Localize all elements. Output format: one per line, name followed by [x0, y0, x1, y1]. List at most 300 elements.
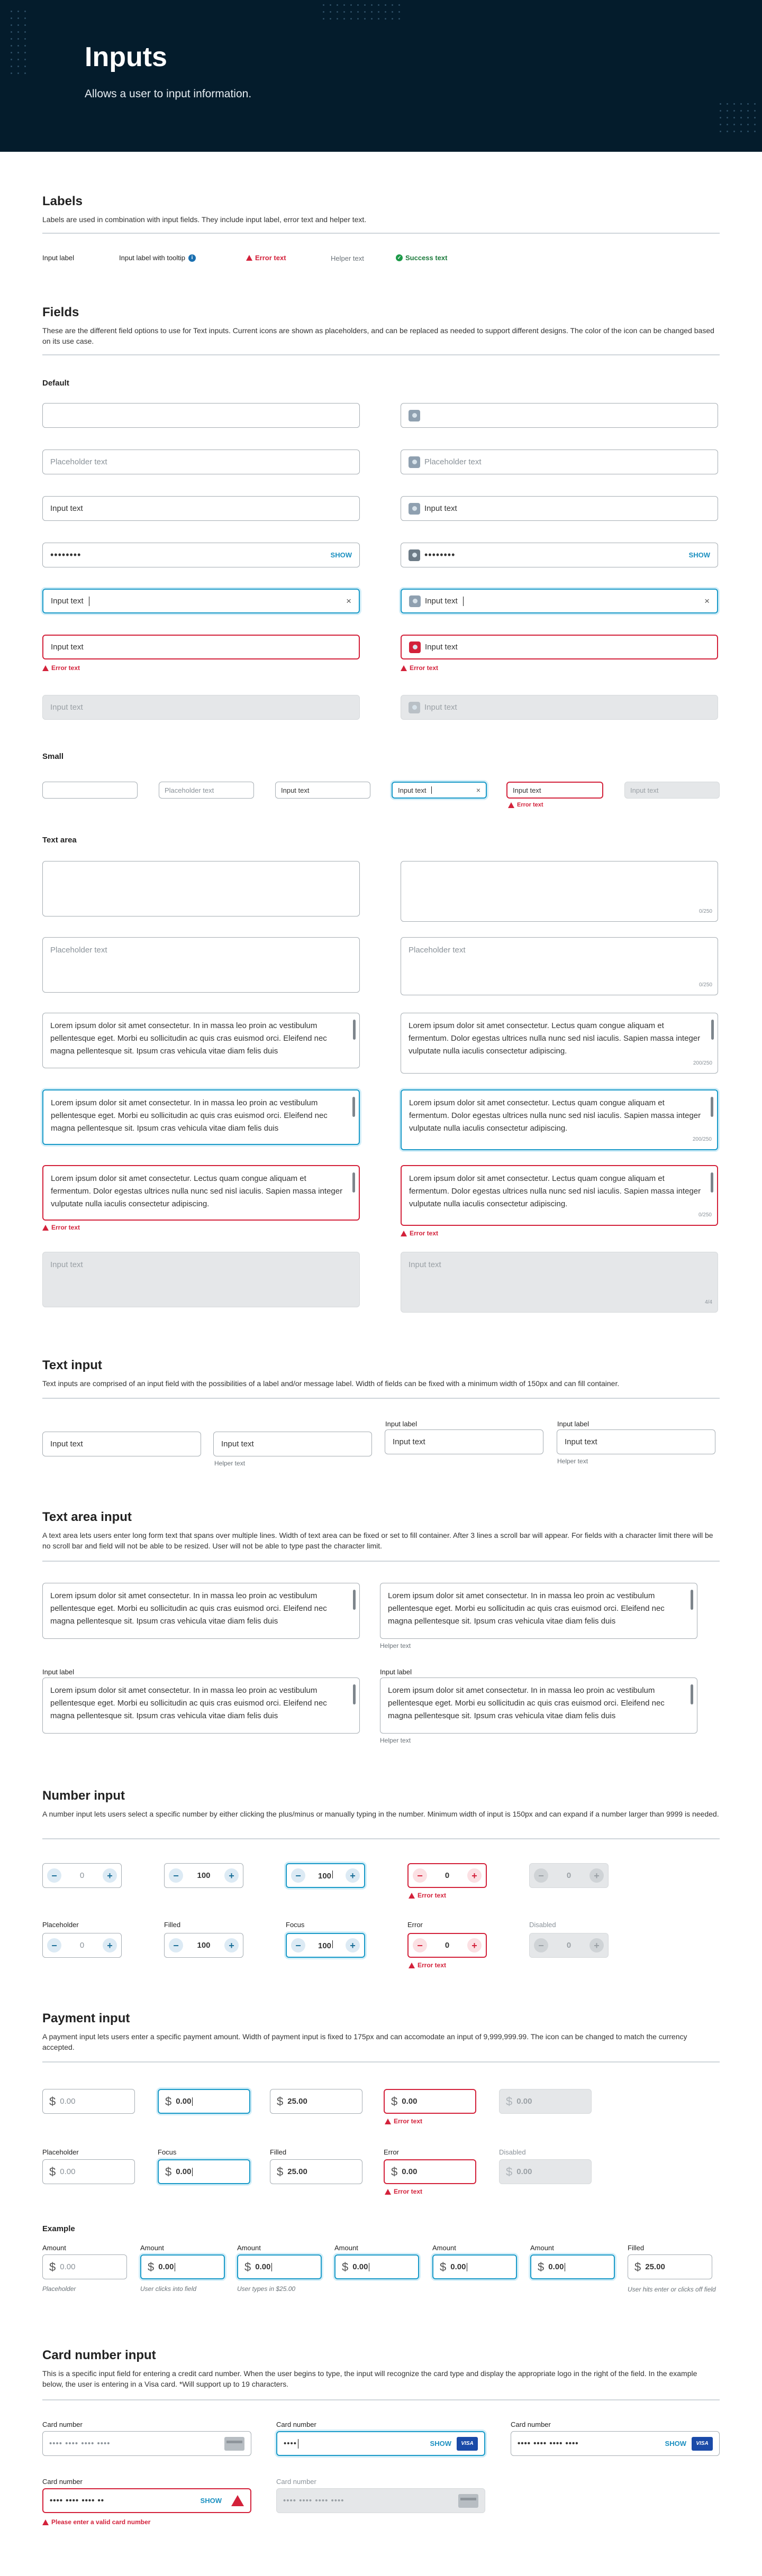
textarea-filled[interactable] [42, 1013, 360, 1068]
field-value: Input text [50, 504, 83, 513]
number-input-filled[interactable] [164, 1933, 243, 1958]
textarea-counter-placeholder[interactable] [401, 937, 718, 995]
text-field-icon-focus[interactable] [401, 589, 718, 613]
character-count: 0/250 [698, 909, 712, 914]
field-value: Lorem ipsum dolor sit amet consectetur. In in massa leo proin ac vestibulum pellentesque eget. Morbi eu sollicitudin ac quis cras euismod orci. Eleifend nec magna pellentesque sit. Ipsum cras vehicula vitae diam felis duis [388, 1686, 665, 1720]
number-input-error[interactable] [407, 1863, 487, 1888]
input-label: Card number [42, 2478, 83, 2486]
card-value: •••• •••• •••• •••• [518, 2439, 579, 2448]
error-label: Please enter a valid card number [51, 2518, 151, 2526]
input-label: Input label [385, 1420, 417, 1428]
character-count: 0/250 [698, 982, 712, 988]
textarea-input-helper[interactable] [380, 1583, 697, 1639]
show-password-button[interactable]: SHOW [330, 551, 352, 559]
text-input-basic[interactable] [42, 1432, 201, 1456]
payment-input-filled[interactable] [270, 2159, 362, 2184]
section-desc: Text inputs are comprised of an input field with the possibilities of a label and/or message label. Width of fields can be fixed with a minimum width of 150px and can fill container. [42, 1379, 620, 1388]
payment-input-placeholder[interactable] [42, 2159, 135, 2184]
scrollbar[interactable] [352, 1172, 355, 1193]
field-value: Input text [50, 703, 83, 712]
minus-button[interactable]: − [291, 1938, 305, 1952]
divider [42, 2061, 720, 2062]
helper-text: Helper text [380, 1737, 411, 1744]
error-label: Error text [410, 1230, 439, 1237]
field-value: Input text [424, 504, 457, 513]
field-value: Lorem ipsum dolor sit amet consectetur. Lectus quam congue aliquam et fermentum. Dolor egestas ultrices nulla nunc sed nisl iaculis. Sapien massa integer vulputate nulla iaculis consectetur adipiscing. [51, 1174, 343, 1208]
warning-icon [385, 2119, 391, 2124]
subsection-title: Text area [42, 836, 77, 845]
input-label: Input label [380, 1668, 412, 1676]
dollar-icon: $ [49, 2165, 56, 2178]
payment-input-error[interactable] [384, 2089, 476, 2114]
field-value: Input text [51, 643, 84, 652]
dollar-icon: $ [148, 2260, 155, 2274]
label-with-tooltip [119, 254, 196, 262]
dollar-icon: $ [440, 2260, 447, 2274]
textarea-counter-filled[interactable] [401, 1013, 718, 1074]
subsection-title: Example [42, 2224, 75, 2233]
amount-value: 0.00 [450, 2262, 466, 2271]
credit-card-icon [224, 2437, 244, 2451]
page-subtitle: Allows a user to input information. [85, 88, 252, 100]
field-value: Input text [565, 1437, 597, 1446]
field-value: •••••••• [424, 549, 456, 560]
text-field-filled[interactable] [42, 496, 360, 521]
number-value: 0 [79, 1941, 85, 1950]
dollar-icon: $ [506, 2094, 513, 2108]
small-field-error[interactable] [506, 782, 603, 799]
example-note: Placeholder [42, 2285, 76, 2293]
number-value: 100 [318, 1941, 332, 1950]
textarea-counter-focus[interactable] [401, 1089, 718, 1150]
plus-button[interactable]: + [224, 1868, 239, 1883]
scrollbar[interactable] [352, 1097, 355, 1117]
dollar-icon: $ [391, 2165, 398, 2178]
text-field-error[interactable] [42, 635, 360, 659]
number-input-section [42, 1789, 720, 1819]
payment-example-typing[interactable] [432, 2254, 517, 2279]
payment-input-error[interactable] [384, 2159, 476, 2184]
text-field-icon-disabled [401, 695, 718, 720]
amount-value: 0.00 [60, 2167, 76, 2176]
divider [42, 1838, 720, 1839]
input-label: Card number [511, 2421, 551, 2428]
amount-value: 0.00 [352, 2262, 368, 2271]
visa-icon: VISA [457, 2437, 478, 2451]
section-desc: A payment input lets users enter a specific payment amount. Width of payment input is fixed to 175px and can accomodate an input of 9,999,999.99. The icon can be changed to match the currency accepted. [42, 2032, 687, 2051]
user-icon [409, 503, 420, 515]
amount-value: 0.00 [176, 2097, 192, 2106]
warning-icon [409, 1963, 415, 1968]
credit-card-icon [458, 2494, 478, 2508]
input-label: Input label [557, 1420, 589, 1428]
card-value: •••• •••• •••• •••• [283, 2496, 344, 2505]
clear-icon[interactable]: × [704, 595, 710, 606]
label-text: Input label with tooltip [119, 254, 186, 262]
user-icon [409, 410, 420, 421]
dot-pattern [720, 103, 756, 132]
section-desc: A number input lets users select a specific number by either clicking the plus/minus or manually typing in the number. Minimum width of input is 150px and can expand if a number larger than 9999 is needed. [42, 1810, 719, 1818]
section-desc: This is a specific input field for entering a credit card number. When the user begins to type, the input will recognize the card type and display the appropriate logo in the right of the field. In the example below, the user is entering in a Visa card. *Will support up to 19 characters. [42, 2369, 697, 2388]
card-input-error[interactable] [42, 2488, 251, 2513]
section-title: Text area input [42, 1510, 132, 1524]
show-card-button[interactable]: SHOW [200, 2497, 222, 2505]
payment-example-placeholder[interactable] [42, 2254, 127, 2279]
plus-button[interactable]: + [103, 1938, 117, 1952]
scrollbar[interactable] [691, 1684, 693, 1704]
warning-icon [42, 1225, 49, 1231]
scrollbar[interactable] [353, 1020, 356, 1040]
text-area-input-section [42, 1510, 720, 1551]
error-label: Error text [394, 2117, 423, 2125]
field-value: Placeholder text [409, 946, 466, 955]
input-label: Amount [432, 2244, 456, 2252]
error-label: Error text [51, 664, 80, 672]
payment-example-filled[interactable] [628, 2254, 712, 2279]
payment-input-focus[interactable] [158, 2159, 250, 2184]
field-value: Lorem ipsum dolor sit amet consectetur. In in massa leo proin ac vestibulum pellentesque eget. Morbi eu sollicitudin ac quis cras euismod orci. Eleifend nec magna pellentesque sit. Ipsum cras vehicula vitae diam felis duis [50, 1021, 327, 1056]
dot-pattern [11, 11, 26, 74]
divider [42, 1561, 720, 1562]
number-input-focus[interactable] [286, 1863, 365, 1888]
field-value: Placeholder text [50, 946, 107, 955]
text-input-label-helper[interactable] [557, 1429, 715, 1454]
section-desc: Labels are used in combination with input fields. They include input label, error text and helper text. [42, 215, 367, 224]
amount-value: 0.00 [158, 2262, 174, 2271]
text-input-label[interactable] [385, 1429, 543, 1454]
textarea-input-label-helper[interactable] [380, 1677, 697, 1734]
scrollbar[interactable] [711, 1097, 713, 1117]
payment-example-typing[interactable] [237, 2254, 322, 2279]
field-value: Input text [393, 1437, 425, 1446]
section-desc: These are the different field options to use for Text inputs. Current icons are shown as placeholders, and can be replaced as needed to support different designs. The color of the icon can be changed based on its use case. [42, 326, 714, 345]
dollar-icon: $ [165, 2165, 172, 2178]
error-label: Error text [418, 1961, 447, 1969]
small-field-focus[interactable] [392, 782, 487, 799]
input-label: Amount [140, 2244, 164, 2252]
subsection-title: Default [42, 379, 69, 388]
number-error-message [409, 1961, 446, 1969]
textarea-counter-disabled [401, 1252, 718, 1313]
text-field-focus[interactable] [42, 589, 360, 613]
field-value: Lorem ipsum dolor sit amet consectetur. In in massa leo proin ac vestibulum pellentesque eget. Morbi eu sollicitudin ac quis cras euismod orci. Eleifend nec magna pellentesque sit. Ipsum cras vehicula vitae diam felis duis [50, 1686, 327, 1720]
clear-icon[interactable]: × [346, 595, 351, 606]
field-value: Input text [513, 786, 541, 794]
helper-text: Helper text [214, 1460, 246, 1467]
state-label: Placeholder [42, 2148, 79, 2156]
info-icon[interactable]: i [188, 254, 196, 262]
field-value: Input text [424, 703, 457, 712]
state-label: Error [384, 2148, 399, 2156]
field-value: Input text [398, 786, 427, 794]
payment-input-placeholder[interactable] [42, 2089, 135, 2114]
card-input-typing[interactable] [276, 2431, 485, 2456]
warning-icon [42, 665, 49, 671]
text-field-icon-empty[interactable] [401, 403, 718, 428]
state-label: Placeholder [42, 1921, 79, 1929]
hero-banner [0, 0, 762, 152]
field-value: Input text [51, 597, 84, 606]
payment-example-click[interactable] [140, 2254, 225, 2279]
dollar-icon: $ [165, 2094, 172, 2108]
card-input-filled[interactable] [511, 2431, 720, 2456]
state-label: Disabled [529, 1921, 556, 1929]
payment-error-message [385, 2188, 422, 2195]
input-label: Amount [530, 2244, 554, 2252]
number-value: 100 [197, 1941, 211, 1950]
state-label: Disabled [499, 2148, 526, 2156]
user-icon [409, 641, 421, 653]
input-label: Input label [42, 1668, 74, 1676]
number-value: 100 [318, 1872, 332, 1881]
dollar-icon: $ [49, 2094, 56, 2108]
state-label: Filled [164, 1921, 181, 1929]
dollar-icon: $ [49, 2260, 56, 2274]
payment-example-typing[interactable] [334, 2254, 419, 2279]
error-label: Error text [418, 1892, 447, 1899]
number-input-filled[interactable] [164, 1863, 243, 1888]
user-icon [409, 456, 420, 468]
minus-button[interactable]: − [169, 1938, 183, 1952]
field-value: Placeholder text [424, 457, 482, 466]
field-value: Input text [630, 786, 659, 794]
field-error-message [42, 1224, 80, 1231]
scrollbar[interactable] [711, 1020, 714, 1040]
input-label: Card number [276, 2478, 316, 2486]
payment-input-section [42, 2011, 720, 2052]
plus-button[interactable]: + [346, 1938, 360, 1952]
dollar-icon: $ [277, 2165, 284, 2178]
text-input-section [42, 1358, 720, 1389]
dollar-icon: $ [506, 2165, 513, 2178]
plus-button[interactable]: + [224, 1938, 239, 1952]
textarea-empty[interactable] [42, 861, 360, 916]
card-value: •••• •••• •••• •••• [49, 2439, 111, 2448]
card-error-message [42, 2518, 150, 2526]
field-error-message [401, 664, 438, 672]
password-field[interactable] [42, 543, 360, 567]
minus-button[interactable]: − [413, 1868, 427, 1883]
text-field-disabled [42, 695, 360, 720]
minus-button[interactable]: − [413, 1938, 427, 1952]
show-card-button[interactable]: SHOW [665, 2440, 686, 2447]
divider [42, 1398, 720, 1399]
amount-value: 0.00 [402, 2097, 418, 2106]
text-field-placeholder[interactable] [42, 450, 360, 474]
input-label: Card number [42, 2421, 83, 2428]
amount-value: 0.00 [402, 2167, 418, 2176]
text-field-empty[interactable] [42, 403, 360, 428]
section-title: Number input [42, 1789, 125, 1803]
minus-button[interactable]: − [169, 1868, 183, 1883]
minus-button: − [534, 1938, 548, 1952]
text-field-icon-filled[interactable] [401, 496, 718, 521]
plus-button[interactable]: + [346, 1868, 360, 1883]
input-label: Amount [237, 2244, 261, 2252]
payment-error-message [385, 2117, 422, 2125]
payment-input-focus[interactable] [158, 2089, 250, 2114]
field-value: Input text [50, 1260, 83, 1269]
password-field-icon[interactable] [401, 543, 718, 567]
dollar-icon: $ [277, 2094, 284, 2108]
character-count: 0/250 [698, 1212, 712, 1218]
number-value: 0 [444, 1871, 450, 1880]
clear-icon[interactable]: × [476, 786, 480, 794]
page-title: Inputs [85, 42, 167, 72]
dollar-icon: $ [634, 2260, 641, 2274]
labels-section [42, 194, 720, 225]
textarea-focus[interactable] [42, 1089, 360, 1145]
textarea-error[interactable] [42, 1165, 360, 1221]
scrollbar[interactable] [691, 1590, 693, 1610]
payment-input-disabled [499, 2089, 592, 2114]
warning-icon [508, 802, 514, 808]
number-error-message [409, 1892, 446, 1899]
plus-button[interactable]: + [103, 1868, 117, 1883]
textarea-disabled [42, 1252, 360, 1307]
warning-icon [385, 2189, 391, 2195]
plus-button[interactable]: + [467, 1868, 482, 1883]
show-card-button[interactable]: SHOW [430, 2440, 451, 2447]
state-label: Filled [270, 2148, 287, 2156]
amount-value: 0.00 [516, 2097, 532, 2106]
example-note: User clicks into field [140, 2285, 197, 2293]
number-input-disabled [529, 1863, 609, 1888]
small-field-filled[interactable] [275, 782, 370, 799]
field-value: Input text [281, 786, 310, 794]
card-input-placeholder[interactable] [42, 2431, 251, 2456]
amount-value: 0.00 [60, 2262, 76, 2271]
number-value: 0 [566, 1941, 572, 1950]
textarea-input-basic[interactable] [42, 1583, 360, 1639]
payment-input-filled[interactable] [270, 2089, 362, 2114]
field-value: •••••••• [50, 549, 81, 560]
character-count: 4/4 [705, 1299, 712, 1305]
scrollbar[interactable] [353, 1590, 356, 1610]
scrollbar[interactable] [711, 1172, 713, 1193]
small-field-placeholder[interactable] [159, 782, 254, 799]
minus-button[interactable]: − [47, 1938, 61, 1952]
number-input-placeholder[interactable] [42, 1933, 122, 1958]
warning-icon [409, 1893, 415, 1899]
state-label: Focus [158, 2148, 177, 2156]
divider [42, 354, 720, 355]
number-value: 0 [79, 1871, 85, 1880]
amount-value: 25.00 [645, 2262, 665, 2271]
payment-input-disabled [499, 2159, 592, 2184]
number-value: 100 [197, 1871, 211, 1880]
textarea-input-label[interactable] [42, 1677, 360, 1734]
small-field-empty[interactable] [42, 782, 138, 799]
text-field-icon-error[interactable] [401, 635, 718, 659]
card-input-disabled [276, 2488, 485, 2513]
error-label: Error text [517, 802, 543, 808]
textarea-counter-error[interactable] [401, 1165, 718, 1226]
amount-value: 25.00 [287, 2097, 307, 2106]
text-input-helper[interactable] [213, 1432, 372, 1456]
minus-button[interactable]: − [47, 1868, 61, 1883]
scrollbar[interactable] [353, 1684, 356, 1704]
warning-icon [231, 2495, 244, 2506]
field-value: Lorem ipsum dolor sit amet consectetur. In in massa leo proin ac vestibulum pellentesque eget. Morbi eu sollicitudin ac quis cras euismod orci. Eleifend nec magna pellentesque sit. Ipsum cras vehicula vitae diam felis duis [51, 1098, 328, 1133]
error-label: Error text [394, 2188, 423, 2195]
field-error-message [42, 664, 80, 672]
success-text-example [396, 254, 448, 262]
section-title: Card number input [42, 2348, 156, 2362]
section-title: Text input [42, 1358, 102, 1372]
dollar-icon: $ [244, 2260, 251, 2274]
section-desc: A text area lets users enter long form text that spans over multiple lines. Width of text area can be fixed or set to fill container. After 3 lines a scroll bar will appear. For fields with a character limit there will be no scroll bar and field will not be able to be resized. User will not be able to type past the character limit. [42, 1531, 713, 1550]
input-label: Amount [334, 2244, 358, 2252]
number-input-disabled [529, 1933, 609, 1958]
warning-icon [246, 255, 252, 261]
small-field-disabled [624, 782, 720, 799]
fields-section [42, 305, 720, 346]
field-value: Input text [425, 597, 458, 606]
textarea-placeholder[interactable] [42, 937, 360, 993]
input-label: Filled [628, 2244, 645, 2252]
visa-icon: VISA [692, 2437, 713, 2451]
card-value: •••• •••• •••• •• [50, 2496, 105, 2505]
dot-pattern [323, 4, 400, 20]
number-input-error[interactable] [407, 1933, 487, 1958]
warning-icon [42, 2519, 49, 2525]
dollar-icon: $ [538, 2260, 545, 2274]
text-field-icon-placeholder[interactable] [401, 450, 718, 474]
field-value: Placeholder text [50, 457, 107, 466]
field-error-message [508, 802, 543, 808]
warning-icon [401, 665, 407, 671]
number-value: 0 [566, 1871, 572, 1880]
divider [42, 2399, 720, 2400]
plus-button: + [589, 1938, 604, 1952]
amount-value: 0.00 [516, 2167, 532, 2176]
plus-button[interactable]: + [467, 1938, 482, 1952]
state-label: Error [407, 1921, 423, 1929]
field-value: Input text [409, 1260, 441, 1269]
amount-value: 0.00 [548, 2262, 564, 2271]
section-title: Payment input [42, 2011, 130, 2025]
error-label: Error text [51, 1224, 80, 1231]
field-value: Lorem ipsum dolor sit amet consectetur. In in massa leo proin ac vestibulum pellentesque eget. Morbi eu sollicitudin ac quis cras euismod orci. Eleifend nec magna pellentesque sit. Ipsum cras vehicula vitae diam felis duis [50, 1591, 327, 1626]
amount-value: 25.00 [287, 2167, 307, 2176]
state-label: Focus [286, 1921, 305, 1929]
error-text-example [246, 254, 286, 262]
number-value: 0 [444, 1941, 450, 1950]
field-value: Placeholder text [165, 786, 214, 794]
subsection-title: Small [42, 752, 64, 761]
section-title: Fields [42, 305, 79, 319]
user-icon [409, 595, 421, 607]
helper-text: Helper text [380, 1642, 411, 1649]
field-value: Input text [221, 1440, 254, 1449]
field-value: Input text [50, 1440, 83, 1449]
example-note: User hits enter or clicks off field [628, 2286, 716, 2293]
example-note: User types in $25.00 [237, 2285, 296, 2293]
minus-button[interactable]: − [291, 1868, 305, 1883]
field-value: Lorem ipsum dolor sit amet consectetur. Lectus quam congue aliquam et fermentum. Dolor egestas ultrices nulla nunc sed nisl iaculis. Sapien massa integer vulputate nulla iaculis consectetur adipiscing. [409, 1174, 701, 1208]
number-input-placeholder[interactable] [42, 1863, 122, 1888]
card-value: •••• [284, 2439, 297, 2448]
minus-button: − [534, 1868, 548, 1883]
amount-value: 0.00 [255, 2262, 271, 2271]
textarea-counter-empty[interactable] [401, 861, 718, 922]
number-input-focus[interactable] [286, 1933, 365, 1958]
show-password-button[interactable]: SHOW [688, 551, 710, 559]
payment-example-typing[interactable] [530, 2254, 615, 2279]
section-title: Labels [42, 194, 83, 208]
divider [42, 233, 720, 234]
